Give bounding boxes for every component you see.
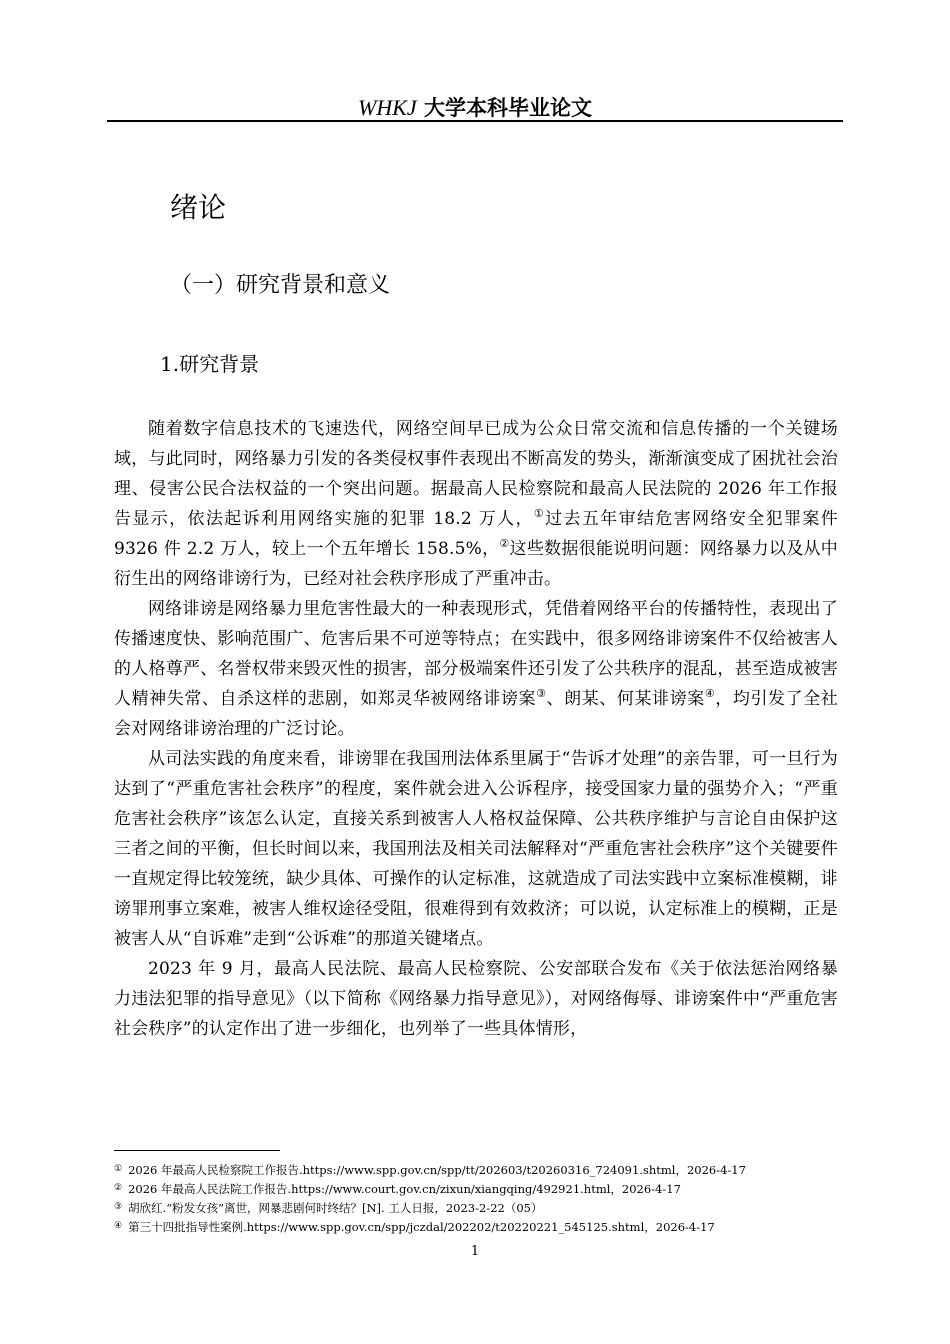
footnote-mark-4: ④: [114, 1221, 123, 1231]
footnote-2: [114, 1179, 844, 1198]
footnote-ref-3: ③: [536, 687, 547, 700]
footnote-ref-4: ④: [704, 687, 716, 700]
paragraph-1-part-a: 随着数字信息技术的飞速迭代，网络空间早已成为公众日常交流和信息传播的一个关键场域，与此同时，网络暴力引发的各类侵权事件表现出不断高发的势头，渐渐演变成了困扰社会治理、侵害公民合法权益的一个突出问题。据最高人民检察院和最高人民法院的 2026 年工作报告显示，依法起诉利用网络实施的犯罪 18.2 万人，: [114, 419, 838, 529]
footnote-text-2: 2026 年最高人民法院工作报告.https://www.court.gov.cn/zixun/xiangqing/492921.html，2026-4-17: [128, 1182, 681, 1196]
footnote-4: [114, 1217, 844, 1236]
footnote-mark-1: ①: [114, 1164, 123, 1174]
footnote-separator: [114, 1150, 280, 1151]
footnote-ref-2: ②: [499, 537, 510, 550]
paragraph-3: 从司法实践的角度来看，诽谤罪在我国刑法体系里属于“告诉才处理”的亲告罪，可一旦行为达到了“严重危害社会秩序”的程度，案件就会进入公诉程序，接受国家力量的强势介入；“严重危害社会秩序”该怎么认定，直接关系到被害人人格权益保障、公共秩序维护与言论自由保护这三者之间的平衡，但长时间以来，我国刑法及相关司法解释对“严重危害社会秩序”这个关键要件一直规定得比较笼统，缺少具体、可操作的认定标准，这就造成了司法实践中立案标准模糊，诽谤罪刑事立案难，被害人维权途径受阻，很难得到有效救济；可以说，认定标准上的模糊，正是被害人从“自诉难”走到“公诉难”的那道关键堵点。: [114, 749, 838, 949]
footnote-text-4: 第三十四批指导性案例.https://www.spp.gov.cn/spp/jczdal/202202/t20220221_545125.shtml，2026-4-17: [128, 1220, 715, 1234]
footnote-mark-3: ③: [114, 1202, 123, 1212]
footnote-ref-1: ①: [533, 507, 546, 520]
footnote-text-1: 2026 年最高人民检察院工作报告.https://www.spp.gov.cn/spp/tt/202603/t20260316_724091.shtml，2026-4-17: [128, 1163, 746, 1177]
footnote-mark-2: ②: [114, 1183, 123, 1193]
paragraph-2-part-c: ，均引发了全社会对网络诽谤治理的广泛讨论。: [114, 689, 838, 739]
subsection-number: 1.: [160, 352, 180, 376]
page-number: 1: [470, 1244, 480, 1259]
paragraph-1-part-c: 这些数据很能说明问题：网络暴力以及从中衍生出的网络诽谤行为，已经对社会秩序形成了严重冲击。: [114, 539, 838, 589]
footnote-1: [114, 1160, 844, 1179]
footnote-3: [114, 1198, 844, 1217]
paragraph-2: [114, 594, 838, 744]
footnotes: [114, 1160, 844, 1236]
paragraph-1: [114, 414, 838, 594]
header-rule: [107, 120, 843, 122]
subsection-title: 研究背景: [179, 352, 260, 376]
paragraph-4: 2023 年 9 月，最高人民法院、最高人民检察院、公安部联合发布《关于依法惩治网络暴力违法犯罪的指导意见》（以下简称《网络暴力指导意见》），对网络侮辱、诽谤案件中“严重危害社会秩序”的认定作出了进一步细化，也列举了一些具体情形，: [114, 959, 838, 1039]
paragraph-2-part-a: 网络诽谤是网络暴力里危害性最大的一种表现形式，凭借着网络平台的传播特性，表现出了传播速度快、影响范围广、危害后果不可逆等特点；在实践中，很多网络诽谤案件不仅给被害人的人格尊严、名誉权带来毁灭性的损害，部分极端案件还引发了公共秩序的混乱，甚至造成被害人精神失常、自杀这样的悲剧，如郑灵华被网络诽谤案: [114, 599, 838, 709]
paragraph-1-part-b: 过去五年审结危害网络安全犯罪案件 9326 件 2.2 万人，较上一个五年增长 158.5%，: [114, 509, 839, 559]
header-title-cn: 大学本科毕业论文: [423, 96, 592, 120]
header-title-latin: WHKJ: [358, 95, 417, 120]
body-text: [114, 414, 838, 1044]
subsection-heading: [160, 348, 259, 377]
running-header: [0, 92, 950, 122]
section-heading: （一）研究背景和意义: [170, 273, 391, 298]
footnote-text-3: 胡欣红.“粉发女孩”离世，网暴悲剧何时终结？[N]. 工人日报，2023-2-22（05）: [128, 1201, 543, 1215]
paragraph-2-part-b: 、朗某、何某诽谤案: [546, 689, 705, 709]
chapter-heading: 绪论: [170, 191, 227, 224]
